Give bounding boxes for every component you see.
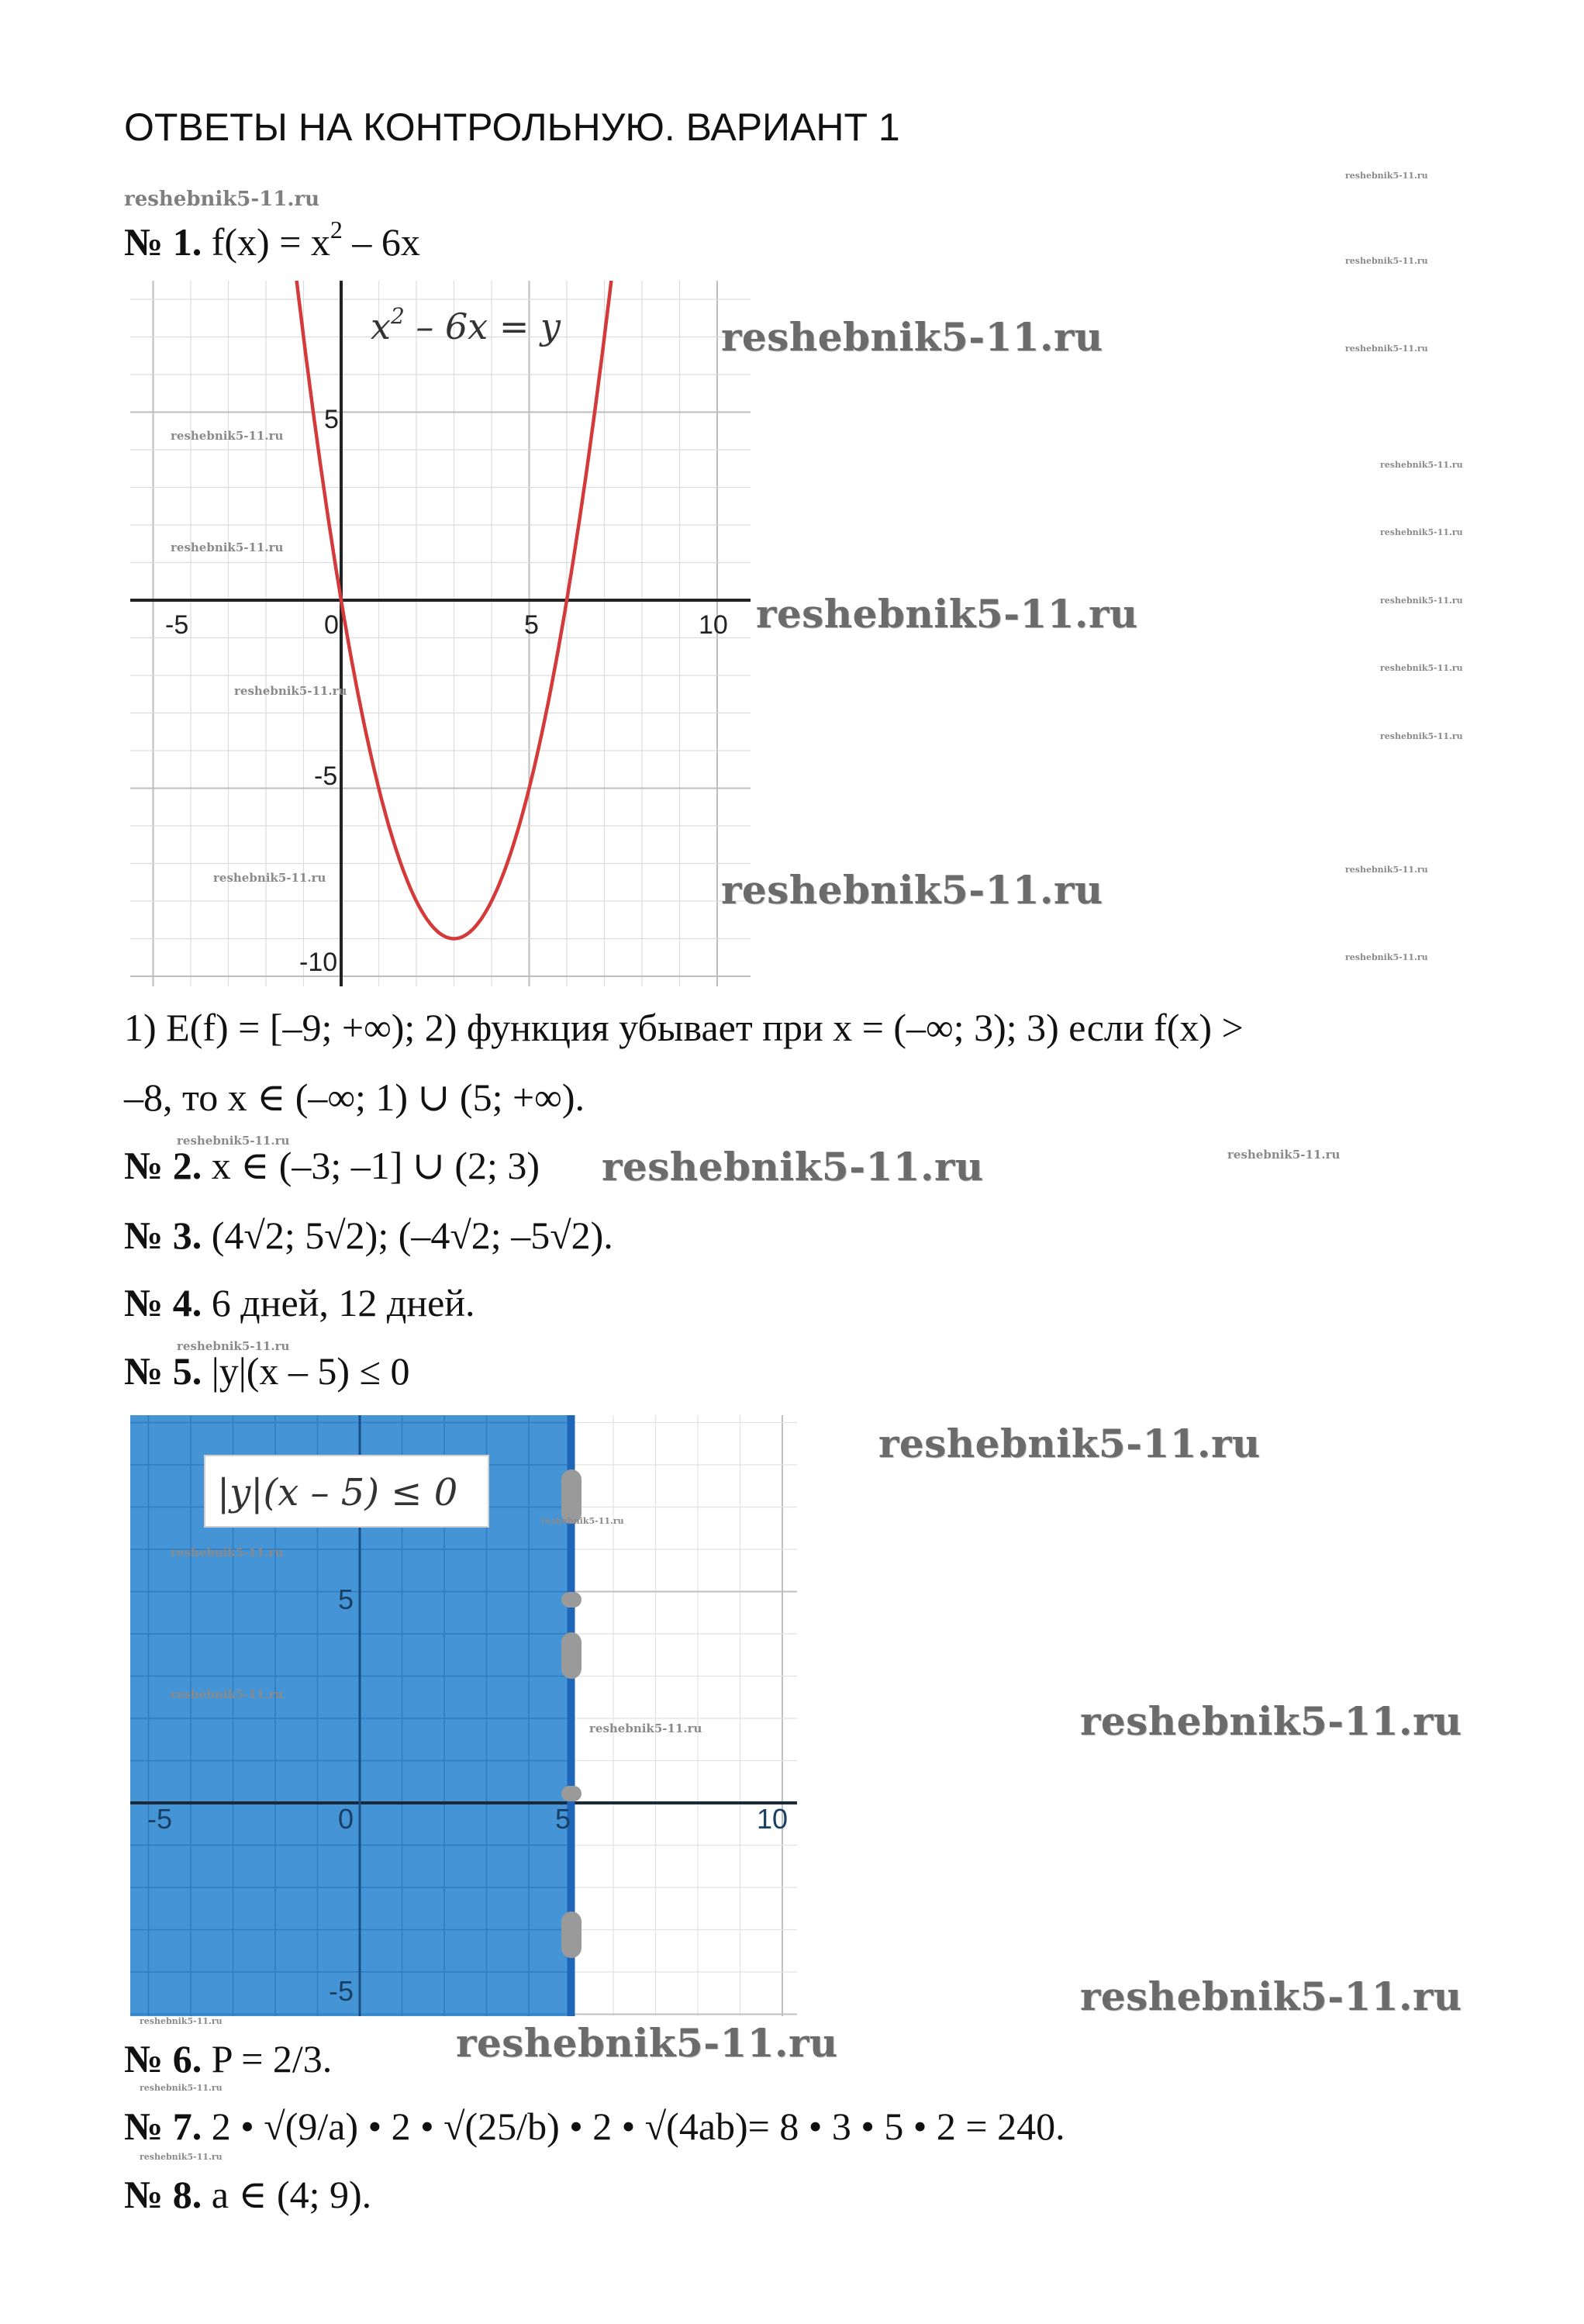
watermark: reshebnik5-11.ru xyxy=(756,591,1138,637)
task-8-text: a ∈ (4; 9). xyxy=(211,2173,372,2216)
task-8-answer xyxy=(124,2171,371,2218)
task-7-number: № 7. xyxy=(124,2105,202,2148)
watermark: reshebnik5-11.ru xyxy=(602,1144,984,1190)
graph-2-inequality-label: |y|(x – 5) ≤ 0 xyxy=(217,1471,458,1514)
watermark: reshebnik5-11.ru xyxy=(1345,952,1428,962)
task-4-text: 6 дней, 12 дней. xyxy=(211,1281,475,1324)
watermark: reshebnik5-11.ru xyxy=(1345,171,1428,181)
boundary-marker xyxy=(561,1911,581,1958)
watermark: reshebnik5-11.ru xyxy=(140,2152,223,2162)
boundary-marker xyxy=(561,1592,581,1607)
watermark: reshebnik5-11.ru xyxy=(1080,1698,1462,1744)
graph-1-equation-label: $x^2 - 6x = y$ xyxy=(371,303,561,347)
task-5-text: |y|(x – 5) ≤ 0 xyxy=(211,1349,410,1393)
watermark: reshebnik5-11.ru xyxy=(177,1134,290,1148)
task-6-number: № 6. xyxy=(124,2037,202,2081)
graph-2-y-tick-neg5: -5 xyxy=(329,1975,354,2007)
graph-1-x-tick-5: 5 xyxy=(524,610,539,640)
watermark: reshebnik5-11.ru xyxy=(140,2016,223,2026)
task-1-function-suffix: – 6x xyxy=(342,220,420,264)
watermark: reshebnik5-11.ru xyxy=(589,1721,702,1735)
watermark: reshebnik5-11.ru xyxy=(1380,527,1463,537)
task-2-number: № 2. xyxy=(124,1144,202,1187)
watermark: reshebnik5-11.ru xyxy=(721,314,1103,360)
watermark: reshebnik5-11.ru xyxy=(177,1339,290,1353)
watermark: reshebnik5-11.ru xyxy=(171,540,284,554)
task-2-answer xyxy=(124,1142,540,1189)
watermark: reshebnik5-11.ru xyxy=(213,871,326,885)
watermark: reshebnik5-11.ru xyxy=(1080,1974,1462,2019)
task-1-answer-line-2: –8, то x ∈ (–∞; 1) ∪ (5; +∞). xyxy=(124,1076,585,1119)
task-1-statement xyxy=(124,216,420,265)
task-1-function-prefix: f(x) = x xyxy=(211,220,330,264)
task-5-number: № 5. xyxy=(124,1349,202,1393)
inequality-region-graph xyxy=(130,1415,797,2016)
task-7-text: 2 • √(9/a) • 2 • √(25/b) • 2 • √(4ab)= 8 • 3 • 5 • 2 = 240. xyxy=(211,2105,1065,2148)
watermark: reshebnik5-11.ru xyxy=(171,1687,284,1701)
graph-1-y-tick-neg10: -10 xyxy=(299,948,338,977)
task-7-answer xyxy=(124,2103,1065,2150)
watermark: reshebnik5-11.ru xyxy=(1345,865,1428,875)
graph-2-x-tick-5: 5 xyxy=(555,1803,571,1835)
task-3-text: (4√2; 5√2); (–4√2; –5√2). xyxy=(211,1214,613,1257)
task-2-text: x ∈ (–3; –1] ∪ (2; 3) xyxy=(211,1144,540,1187)
graph-1-x-tick-0: 0 xyxy=(324,610,339,640)
watermark: reshebnik5-11.ru xyxy=(456,2020,838,2066)
task-1-answer-line-1: 1) E(f) = [–9; +∞); 2) функция убывает при x = (–∞; 3); 3) если f(x) > xyxy=(124,1006,1244,1049)
watermark: reshebnik5-11.ru xyxy=(140,2083,223,2093)
graph-1-x-tick-neg5: -5 xyxy=(165,610,189,640)
watermark: reshebnik5-11.ru xyxy=(171,1545,284,1559)
watermark: reshebnik5-11.ru xyxy=(878,1421,1261,1466)
graph-1-y-tick-5: 5 xyxy=(324,405,339,434)
watermark: reshebnik5-11.ru xyxy=(541,1516,624,1526)
task-6-text: P = 2/3. xyxy=(211,2037,333,2081)
task-3-answer xyxy=(124,1212,613,1259)
graph-2-y-tick-5: 5 xyxy=(338,1583,354,1615)
watermark: reshebnik5-11.ru xyxy=(1380,596,1463,606)
page-title: ОТВЕТЫ НА КОНТРОЛЬНУЮ. ВАРИАНТ 1 xyxy=(124,105,900,149)
graph-1-x-tick-10: 10 xyxy=(699,610,728,640)
watermark: reshebnik5-11.ru xyxy=(1380,460,1463,470)
watermark: reshebnik5-11.ru xyxy=(234,684,347,698)
task-3-number: № 3. xyxy=(124,1214,202,1257)
graph-1-y-tick-neg5: -5 xyxy=(314,761,338,791)
task-1-number: № 1. xyxy=(124,220,202,264)
task-5-answer xyxy=(124,1348,410,1394)
watermark: reshebnik5-11.ru xyxy=(1345,256,1428,266)
watermark: reshebnik5-11.ru xyxy=(1380,731,1463,741)
task-8-number: № 8. xyxy=(124,2173,202,2216)
watermark: reshebnik5-11.ru xyxy=(124,188,320,211)
task-1-function-exponent: 2 xyxy=(330,216,343,243)
graph-2-x-tick-neg5: -5 xyxy=(147,1803,173,1835)
watermark: reshebnik5-11.ru xyxy=(171,429,284,443)
task-4-answer xyxy=(124,1279,475,1326)
watermark: reshebnik5-11.ru xyxy=(1227,1148,1341,1162)
watermark: reshebnik5-11.ru xyxy=(721,867,1103,913)
task-4-number: № 4. xyxy=(124,1281,202,1324)
boundary-marker xyxy=(561,1786,581,1801)
watermark: reshebnik5-11.ru xyxy=(1380,663,1463,673)
boundary-marker xyxy=(561,1632,581,1679)
graph-2-x-tick-10: 10 xyxy=(757,1803,789,1835)
task-6-answer xyxy=(124,2036,332,2082)
graph-2-x-tick-0: 0 xyxy=(338,1803,354,1835)
watermark: reshebnik5-11.ru xyxy=(1345,344,1428,354)
